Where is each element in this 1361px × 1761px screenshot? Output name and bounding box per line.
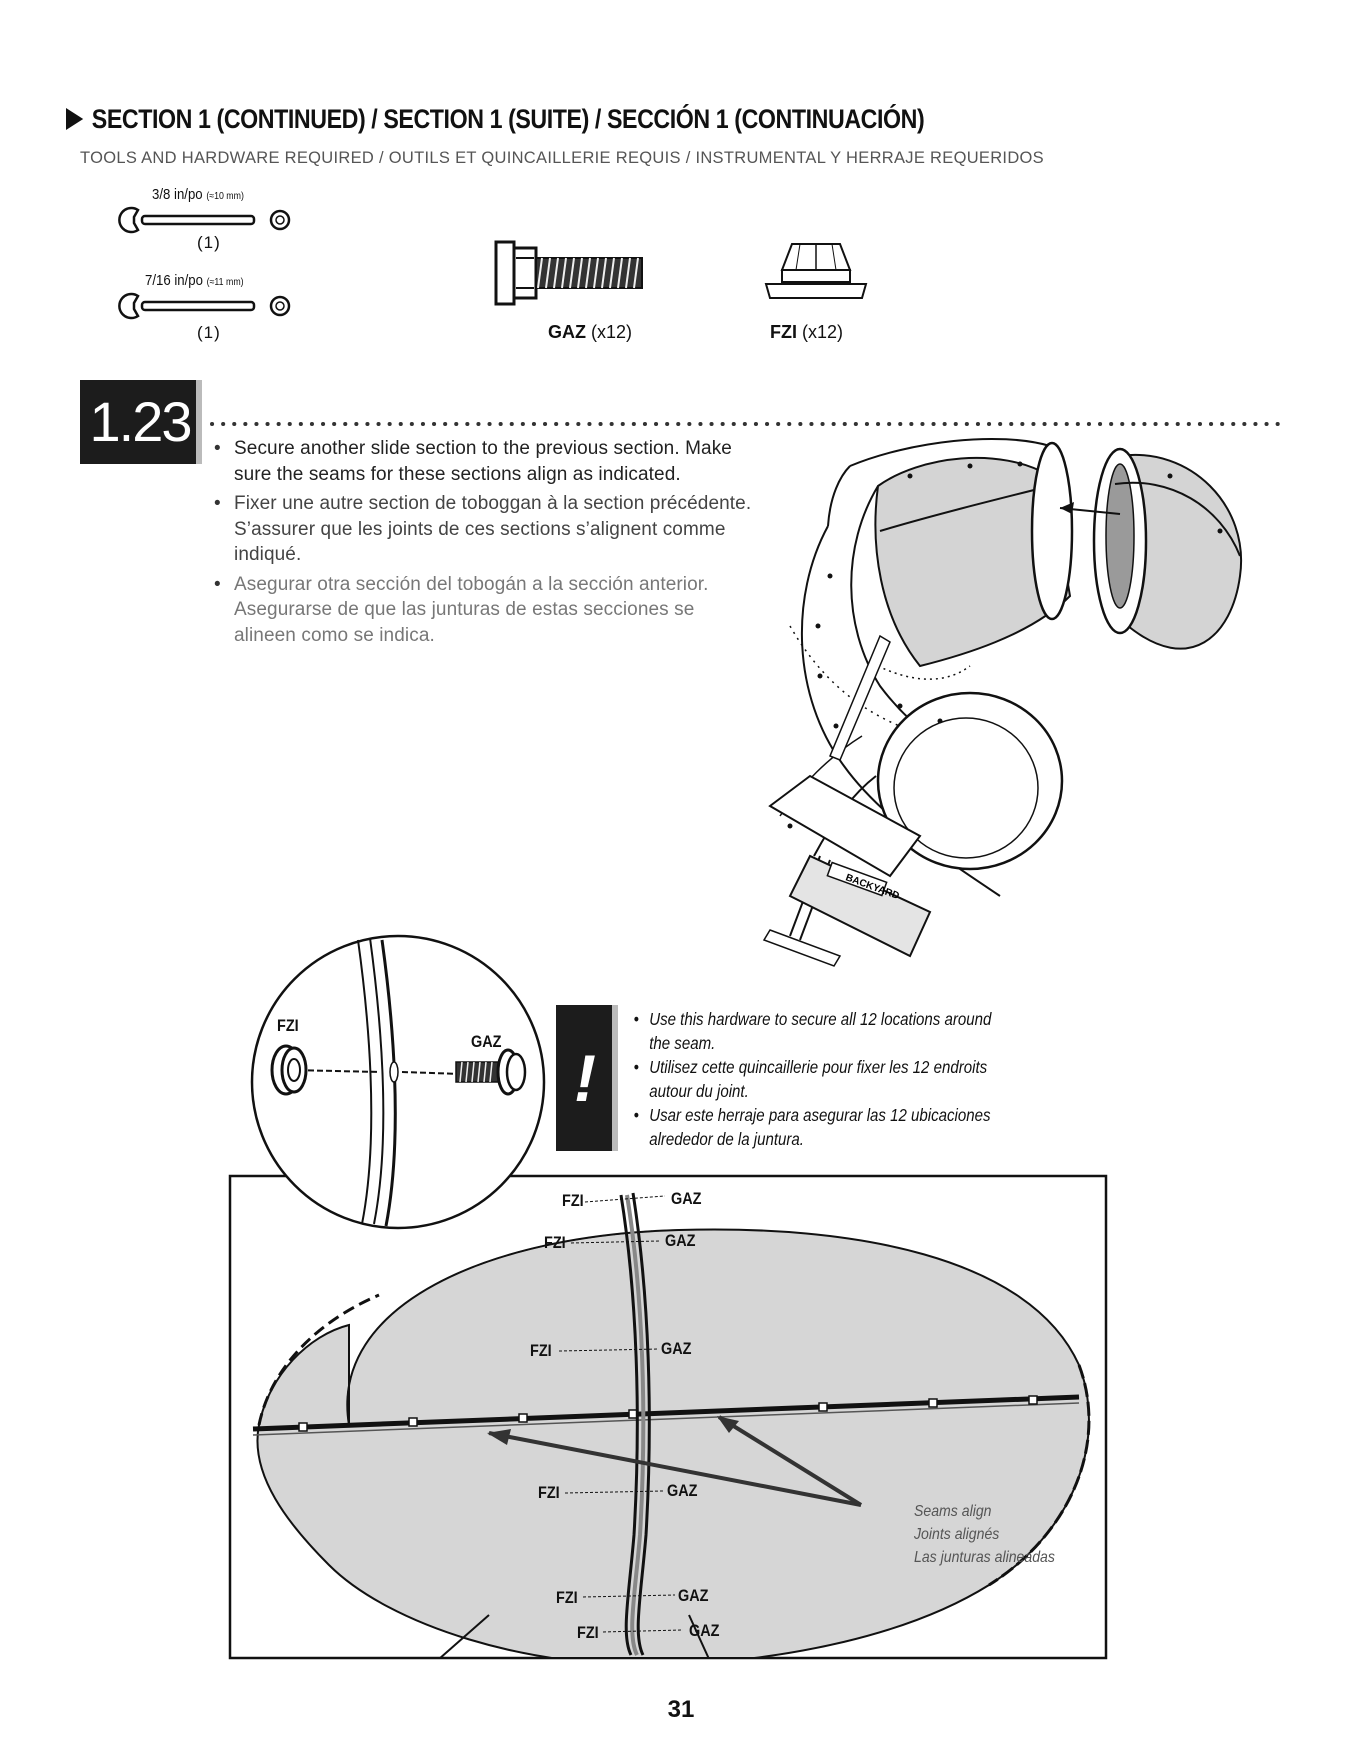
- bolt-icon: [454, 1048, 528, 1098]
- bolt-code: GAZ: [548, 322, 586, 342]
- wrench-1-size: [152, 186, 244, 203]
- callout-fzi-4: FZI: [538, 1483, 560, 1502]
- warning-en: • Use this hardware to secure all 12 locations around the seam.: [632, 1007, 1002, 1055]
- page-number: 31: [667, 1696, 695, 1723]
- callout-gaz-5: GAZ: [678, 1586, 709, 1605]
- wrench-2-qty: (1): [197, 323, 221, 342]
- callout-gaz-2: GAZ: [665, 1231, 696, 1250]
- bolt-icon: [494, 236, 654, 310]
- wrench-1-metric: (≈10 mm): [206, 191, 244, 202]
- seam-note-en: Seams align: [914, 1503, 992, 1520]
- warning-fr: • Utilisez cette quincaillerie pour fixer les 12 endroits autour du joint.: [632, 1055, 1002, 1103]
- wrench-2-size: [145, 272, 244, 289]
- callout-fzi-5: FZI: [556, 1588, 578, 1607]
- wrench-2-metric: (≈11 mm): [206, 277, 244, 288]
- flange-nut-icon: [764, 240, 868, 306]
- step-instructions: [212, 436, 752, 652]
- wrench-2-size-text: 7/16 in/po: [145, 272, 203, 289]
- callout-gaz-6: GAZ: [689, 1621, 720, 1640]
- wrench-icon: [118, 204, 298, 236]
- slide-logo-text: BACKYARD: [843, 872, 901, 903]
- triangle-bullet-icon: [66, 108, 83, 130]
- wrench-1-qty: (1): [197, 233, 221, 252]
- callout-fzi-6: FZI: [577, 1623, 599, 1642]
- bolt-qty: (x12): [591, 322, 633, 342]
- tools-subtitle: TOOLS AND HARDWARE REQUIRED / OUTILS ET QUINCAILLERIE REQUIS / INSTRUMENTAL Y HERRAJE REQUERIDOS: [80, 149, 1044, 167]
- callout-fzi-3: FZI: [530, 1341, 552, 1360]
- warning-es: • Usar este herraje para asegurar las 12 ubicaciones alrededor de la juntura.: [632, 1103, 1002, 1151]
- callout-fzi-2: FZI: [544, 1233, 566, 1252]
- bolt-label: [548, 322, 632, 343]
- instruction-en: • Secure another slide section to the previous section. Make sure the seams for these sections align as indicated.: [212, 436, 752, 487]
- callout-gaz-4: GAZ: [667, 1481, 698, 1500]
- callout-fzi-1: FZI: [562, 1191, 584, 1210]
- nut-code: FZI: [770, 322, 797, 342]
- dotted-divider: [212, 418, 1288, 430]
- nut-qty: (x12): [802, 322, 844, 342]
- step-number-edge: [196, 380, 202, 464]
- seam-note-fr: Joints alignés: [914, 1526, 1000, 1543]
- nut-label: [770, 322, 843, 343]
- callout-gaz-1: GAZ: [671, 1189, 702, 1208]
- callout-leader-lines: [229, 1175, 1107, 1659]
- wrench-1-size-text: 3/8 in/po: [152, 186, 203, 203]
- detail-bolt-label: GAZ: [471, 1032, 502, 1051]
- detail-nut-label: FZI: [277, 1016, 299, 1035]
- instruction-fr: • Fixer une autre section de toboggan à la section précédente. S’assurer que les joints de ces sections s’alignent comme indiqué.: [212, 491, 752, 568]
- callout-gaz-3: GAZ: [661, 1339, 692, 1358]
- step-number: 1.23: [80, 380, 200, 464]
- flange-nut-icon: [264, 1042, 314, 1098]
- instruction-es: • Asegurar otra sección del tobogán a la sección anterior. Asegurarse de que las junturas de estas secciones se alineen como se indica.: [212, 572, 752, 649]
- warning-list: [632, 1007, 992, 1151]
- wrench-icon: [118, 290, 298, 322]
- seam-note-es: Las junturas alineadas: [914, 1549, 1055, 1566]
- section-title: [66, 104, 924, 135]
- section-title-text: SECTION 1 (CONTINUED) / SECTION 1 (SUITE) / SECCIÓN 1 (CONTINUACIÓN): [91, 104, 925, 134]
- exclamation-icon: !: [574, 1041, 596, 1115]
- slide-assembly-illustration: [770, 436, 1270, 966]
